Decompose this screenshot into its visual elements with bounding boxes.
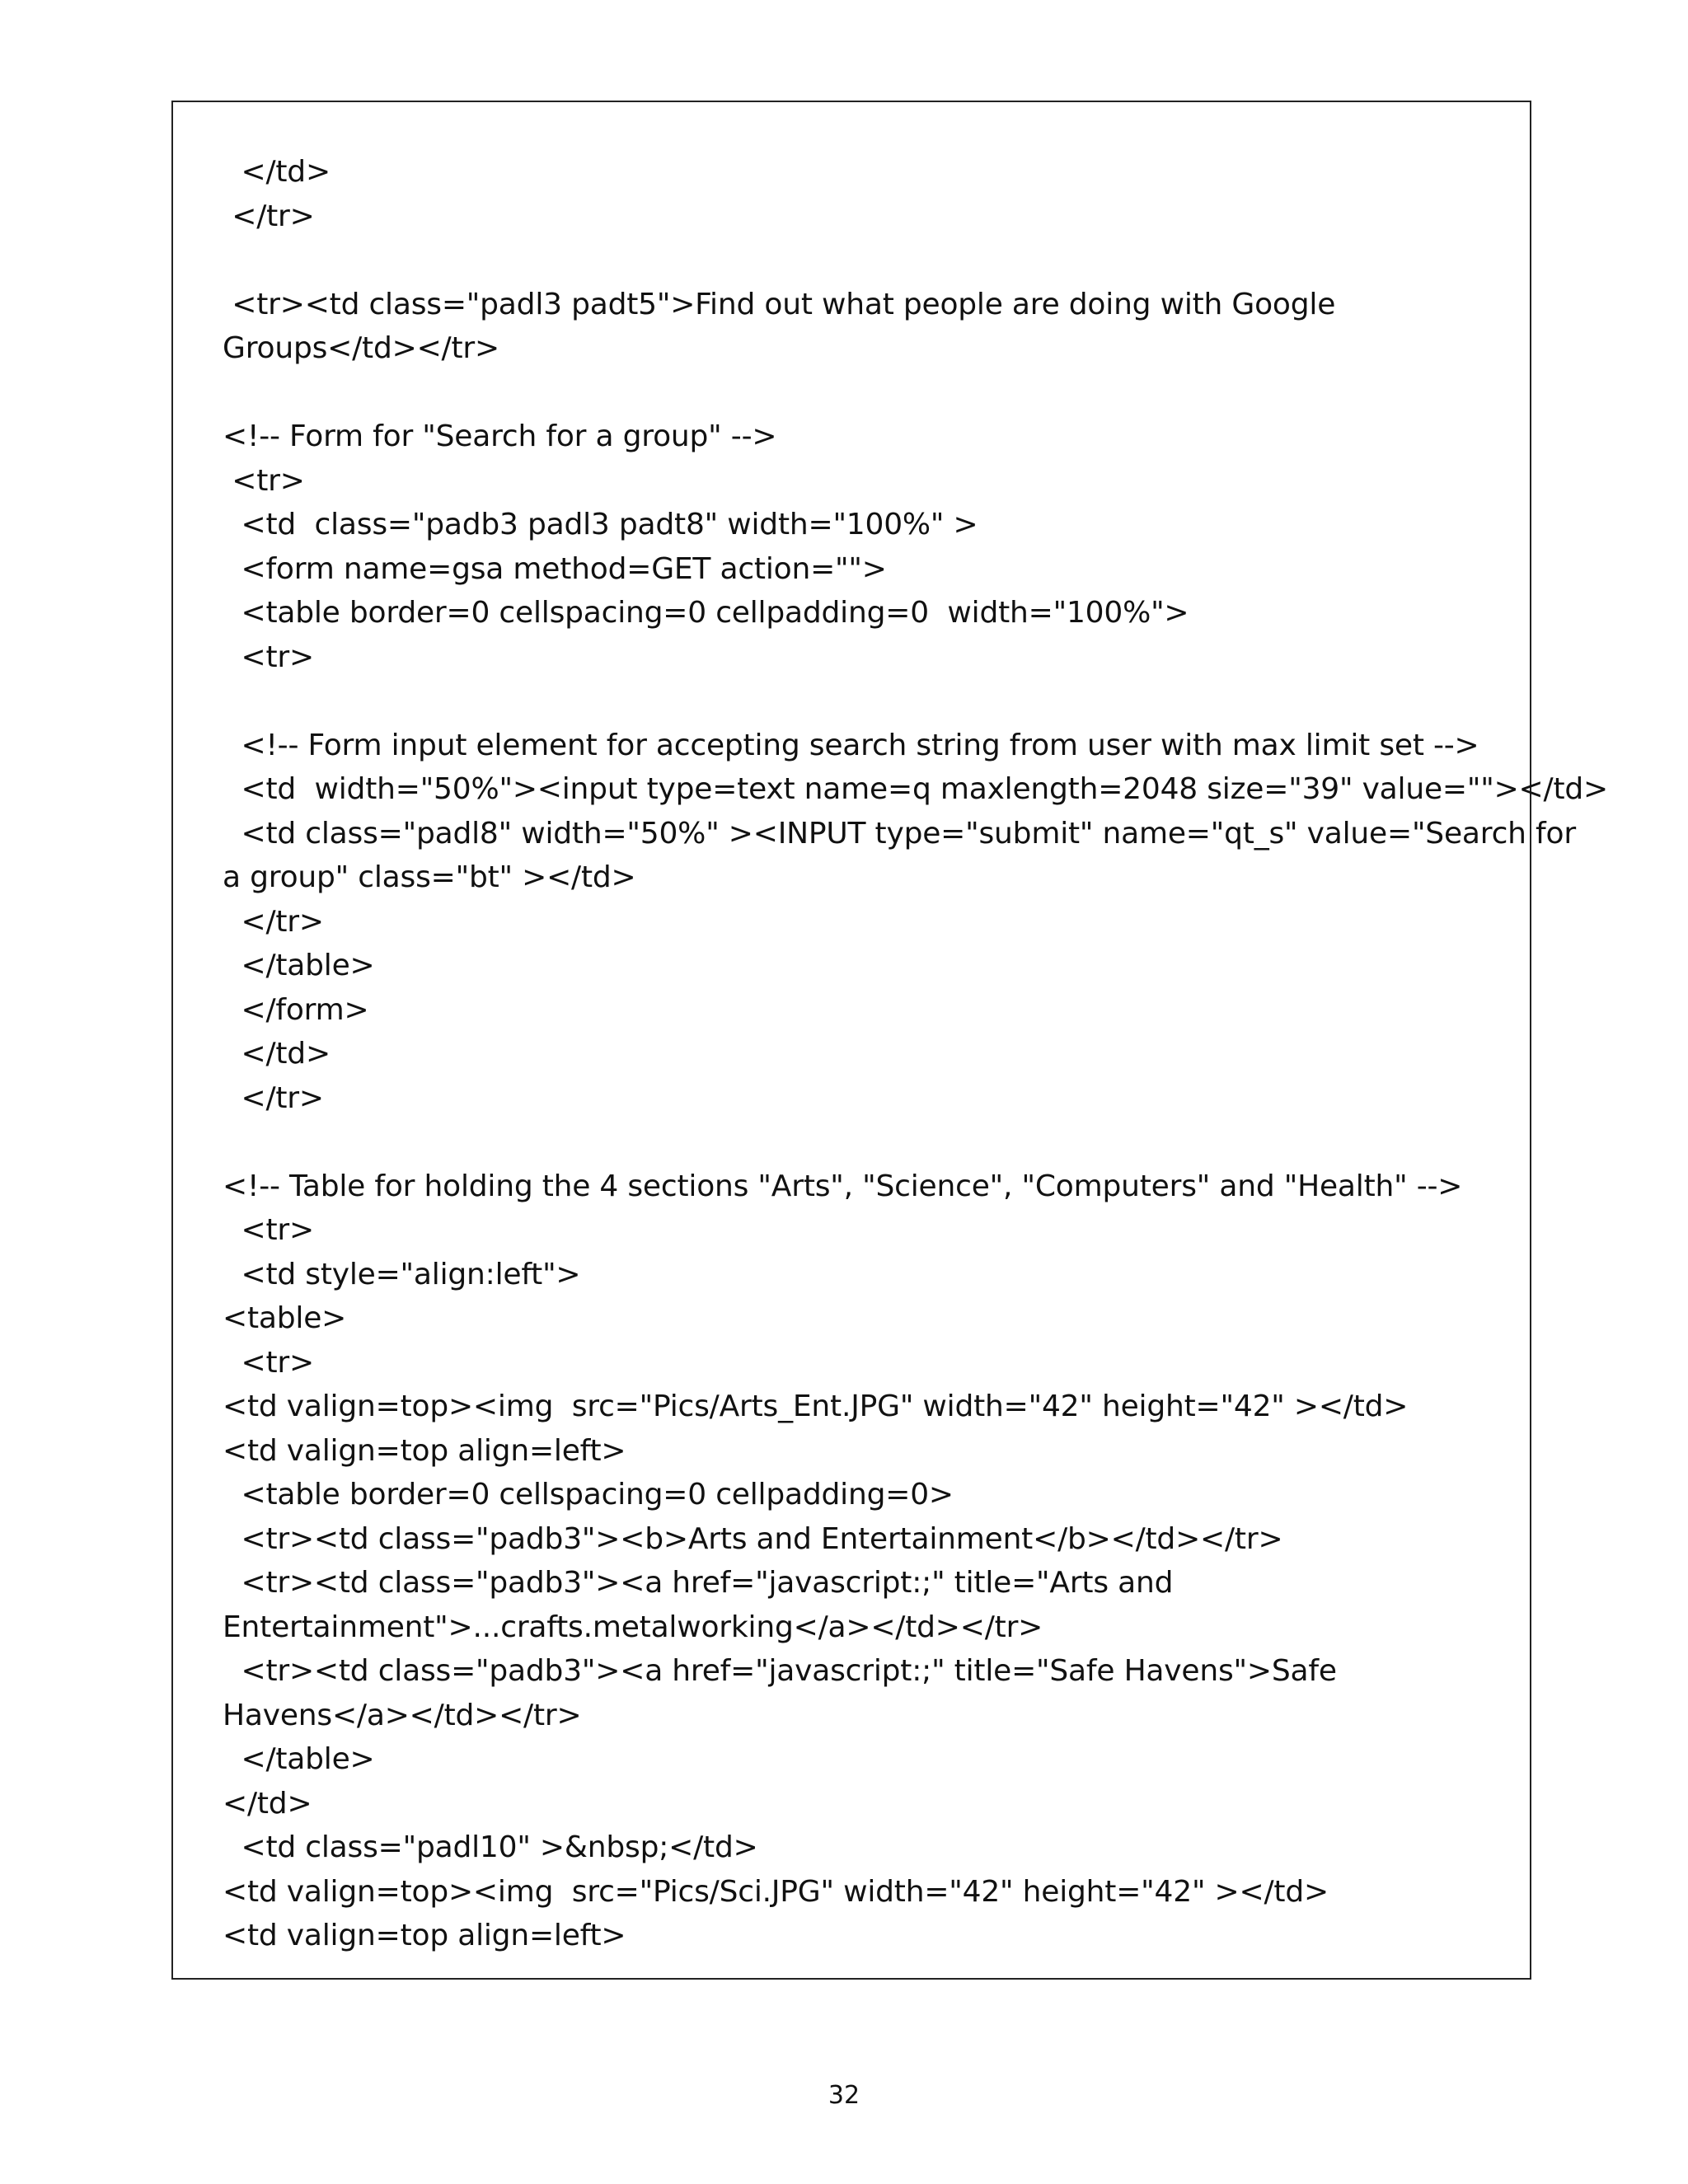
code-line: <tr> xyxy=(223,1213,314,1247)
code-line: <td valign=top><img src="Pics/Sci.JPG" width="42" height="42" ></td> xyxy=(223,1874,1329,1909)
code-line: <tr><td class="padb3"><a href="javascript:;" title="Safe Havens">Safe xyxy=(223,1654,1337,1688)
code-line: <td class="padb3 padl3 padt8" width="100%" > xyxy=(223,508,978,541)
code-line: </td> xyxy=(223,1786,312,1821)
code-line: <!-- Table for holding the 4 sections "Arts", "Science", "Computers" and "Health" --> xyxy=(223,1169,1463,1203)
code-line: <tr><td class="padb3"><b>Arts and Entertainment</b></td></tr> xyxy=(223,1521,1283,1556)
code-line: </tr> xyxy=(223,1080,324,1115)
code-line: <td valign=top align=left> xyxy=(223,1919,626,1952)
code-line: <table border=0 cellspacing=0 cellpadding=0> xyxy=(223,1478,954,1511)
code-line: <!-- Form for "Search for a group" --> xyxy=(223,419,777,453)
code-line: a group" class="bt" ></td> xyxy=(223,860,636,894)
code-line: <table border=0 cellspacing=0 cellpadding=0 width="100%"> xyxy=(223,596,1189,630)
code-line xyxy=(223,1120,1517,1165)
code-line: </tr> xyxy=(223,199,315,233)
code-line: <tr> xyxy=(223,463,305,498)
code-line xyxy=(223,238,1517,283)
code-line: </table> xyxy=(223,1742,375,1776)
code-line: <form name=gsa method=GET action=""> xyxy=(223,551,887,586)
code-line: </form> xyxy=(223,992,369,1027)
code-line: <tr> xyxy=(223,1345,314,1380)
page-number: 32 xyxy=(828,2081,860,2110)
code-line xyxy=(223,679,1517,724)
code-line: Havens</a></td></tr> xyxy=(223,1698,582,1732)
code-line: <td width="50%"><input type=text name=q maxlength=2048 size="39" value=""></td> xyxy=(223,772,1608,806)
code-listing xyxy=(223,150,1608,1958)
code-line: </tr> xyxy=(223,904,324,939)
code-line: Entertainment">...crafts.metalworking</a></td></tr> xyxy=(223,1610,1043,1644)
code-line: <table> xyxy=(223,1301,347,1335)
code-line: <!-- Form input element for accepting search string from user with max limit set --> xyxy=(223,728,1479,762)
code-line: <td class="padl8" width="50%" ><INPUT type="submit" name="qt_s" value="Search for xyxy=(223,816,1576,851)
code-line: Groups</td></tr> xyxy=(223,331,499,365)
code-line: <tr> xyxy=(223,640,314,674)
code-line: <td style="align:left"> xyxy=(223,1257,581,1291)
code-line: <tr><td class="padb3"><a href="javascript:;" title="Arts and xyxy=(223,1566,1174,1600)
code-line: </td> xyxy=(223,155,331,189)
code-line: <td valign=top><img src="Pics/Arts_Ent.JPG" width="42" height="42" ></td> xyxy=(223,1390,1409,1423)
code-listing-box xyxy=(171,101,1608,1980)
code-line: <tr><td class="padl3 padt5">Find out what people are doing with Google xyxy=(223,287,1336,321)
code-line: <td valign=top align=left> xyxy=(223,1433,626,1468)
code-line: </td> xyxy=(223,1037,331,1071)
code-line: <td class="padl10" >&nbsp;</td> xyxy=(223,1830,758,1864)
code-line xyxy=(223,371,1517,415)
code-line: </table> xyxy=(223,949,375,982)
